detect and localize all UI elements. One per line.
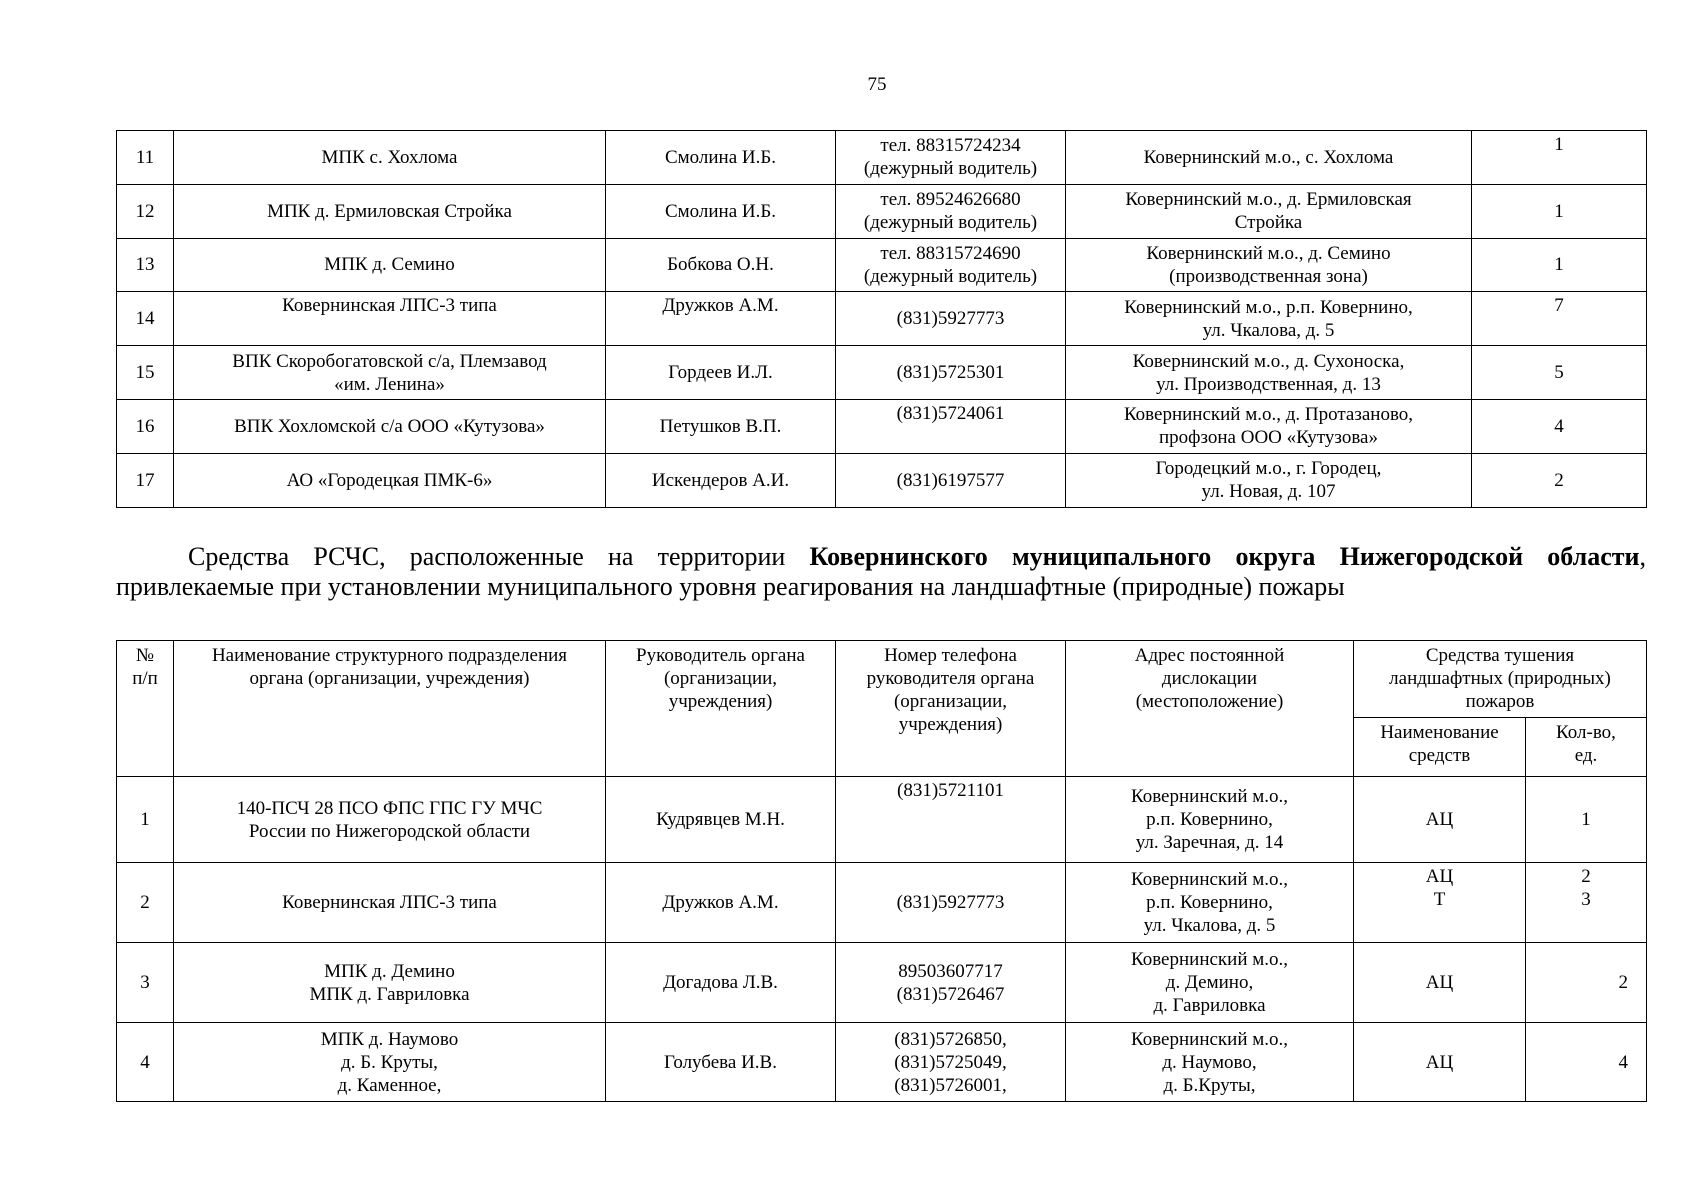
header-name: Наименование структурного подразделения органа (организации, учреждения) <box>174 641 606 777</box>
table-row <box>117 238 1647 292</box>
row-number: 3 <box>117 943 174 1023</box>
address: Ковернинский м.о., д. Демино, д. Гавриловка <box>1066 943 1354 1023</box>
phone: тел. 88315724234 (дежурный водитель) <box>836 131 1066 185</box>
table-row <box>117 292 1647 346</box>
row-number: 2 <box>117 863 174 943</box>
address: Ковернинский м.о., д. Ермиловская Стройка <box>1066 184 1472 238</box>
row-number: 16 <box>117 399 174 453</box>
header-num: № п/п <box>117 641 174 777</box>
paragraph-bold-text: Ковернинского муниципального округа Нижегородской области <box>809 542 1640 571</box>
address: Ковернинский м.о., р.п. Ковернино, ул. Чкалова, д. 5 <box>1066 292 1472 346</box>
means-name: АЦ <box>1354 777 1526 863</box>
phone: 89503607717 (831)5726467 <box>836 943 1066 1023</box>
unit-name: Ковернинская ЛПС-3 типа <box>174 292 606 346</box>
phone: тел. 88315724690 (дежурный водитель) <box>836 238 1066 292</box>
phone: (831)5725301 <box>836 346 1066 400</box>
head-name: Голубева И.В. <box>606 1023 836 1102</box>
head-name: Дружков А.М. <box>606 292 836 346</box>
phone: (831)5927773 <box>836 863 1066 943</box>
row-number: 17 <box>117 453 174 507</box>
page-number: 75 <box>867 74 887 95</box>
phone: тел. 89524626680 (дежурный водитель) <box>836 184 1066 238</box>
row-number: 14 <box>117 292 174 346</box>
count: 5 <box>1472 346 1647 400</box>
means-name: АЦ <box>1354 943 1526 1023</box>
head-name: Искендеров А.И. <box>606 453 836 507</box>
phone: (831)5927773 <box>836 292 1066 346</box>
address: Ковернинский м.о., с. Хохлома <box>1066 131 1472 185</box>
table-row <box>117 777 1647 863</box>
means-name: АЦ <box>1354 1023 1526 1102</box>
header-phone: Номер телефона руководителя органа (организации, учреждения) <box>836 641 1066 777</box>
rschs-means-table <box>116 640 1647 1102</box>
means-count: 2 <box>1526 943 1647 1023</box>
paragraph-text: Средства РСЧС, расположенные на территории <box>188 542 810 571</box>
row-number: 15 <box>117 346 174 400</box>
count: 1 <box>1472 184 1647 238</box>
head-name: Догадова Л.В. <box>606 943 836 1023</box>
head-name: Дружков А.М. <box>606 863 836 943</box>
unit-name: МПК д. Наумово д. Б. Круты, д. Каменное, <box>174 1023 606 1102</box>
address: Ковернинский м.о., р.п. Ковернино, ул. Заречная, д. 14 <box>1066 777 1354 863</box>
count: 1 <box>1472 131 1647 185</box>
address: Ковернинский м.о., р.п. Ковернино, ул. Чкалова, д. 5 <box>1066 863 1354 943</box>
count: 7 <box>1472 292 1647 346</box>
count: 2 <box>1472 453 1647 507</box>
header-means-name: Наименование средств <box>1354 718 1526 777</box>
header-head: Руководитель органа (организации, учреждения) <box>606 641 836 777</box>
unit-name: МПК д. Семино <box>174 238 606 292</box>
unit-name: МПК д. Ермиловская Стройка <box>174 184 606 238</box>
count: 1 <box>1472 238 1647 292</box>
table-row <box>117 943 1647 1023</box>
phone: (831)5726850, (831)5725049, (831)5726001, <box>836 1023 1066 1102</box>
table-row <box>117 346 1647 400</box>
unit-name: АО «Городецкая ПМК-6» <box>174 453 606 507</box>
address: Ковернинский м.о., д. Сухоноска, ул. Производственная, д. 13 <box>1066 346 1472 400</box>
head-name: Смолина И.Б. <box>606 131 836 185</box>
table-row <box>117 399 1647 453</box>
means-count: 4 <box>1526 1023 1647 1102</box>
header-address: Адрес постоянной дислокации (местоположение) <box>1066 641 1354 777</box>
paragraph-punct: , <box>1639 542 1647 571</box>
phone: (831)6197577 <box>836 453 1066 507</box>
unit-name: ВПК Скоробогатовской с/а, Племзавод «им. Ленина» <box>174 346 606 400</box>
paragraph-line-2: привлекаемые при установлении муниципального уровня реагирования на ландшафтные (природные) пожары <box>116 572 1345 601</box>
row-number: 11 <box>117 131 174 185</box>
row-number: 13 <box>117 238 174 292</box>
means-count: 2 3 <box>1526 863 1647 943</box>
units-table-continued <box>116 130 1647 508</box>
phone: (831)5721101 <box>836 777 1066 863</box>
table-row <box>117 863 1647 943</box>
means-count: 1 <box>1526 777 1647 863</box>
row-number: 1 <box>117 777 174 863</box>
row-number: 12 <box>117 184 174 238</box>
unit-name: 140-ПСЧ 28 ПСО ФПС ГПС ГУ МЧС России по Нижегородской области <box>174 777 606 863</box>
table-row <box>117 131 1647 185</box>
unit-name: МПК д. Демино МПК д. Гавриловка <box>174 943 606 1023</box>
table-row <box>117 184 1647 238</box>
head-name: Петушков В.П. <box>606 399 836 453</box>
unit-name: МПК с. Хохлома <box>174 131 606 185</box>
head-name: Смолина И.Б. <box>606 184 836 238</box>
section-heading-paragraph <box>116 542 1646 602</box>
address: Ковернинский м.о., д. Протазаново, профзона ООО «Кутузова» <box>1066 399 1472 453</box>
table-row <box>117 453 1647 507</box>
paragraph-line-1 <box>116 542 1646 572</box>
head-name: Бобкова О.Н. <box>606 238 836 292</box>
header-means-count: Кол-во, ед. <box>1526 718 1647 777</box>
means-name: АЦ Т <box>1354 863 1526 943</box>
unit-name: Ковернинская ЛПС-3 типа <box>174 863 606 943</box>
address: Ковернинский м.о., д. Наумово, д. Б.Круты, <box>1066 1023 1354 1102</box>
phone: (831)5724061 <box>836 399 1066 453</box>
row-number: 4 <box>117 1023 174 1102</box>
table-row <box>117 1023 1647 1102</box>
head-name: Гордеев И.Л. <box>606 346 836 400</box>
head-name: Кудрявцев М.Н. <box>606 777 836 863</box>
count: 4 <box>1472 399 1647 453</box>
address: Городецкий м.о., г. Городец, ул. Новая, д. 107 <box>1066 453 1472 507</box>
header-means: Средства тушения ландшафтных (природных) пожаров <box>1354 641 1647 718</box>
address: Ковернинский м.о., д. Семино (производственная зона) <box>1066 238 1472 292</box>
unit-name: ВПК Хохломской с/а ООО «Кутузова» <box>174 399 606 453</box>
